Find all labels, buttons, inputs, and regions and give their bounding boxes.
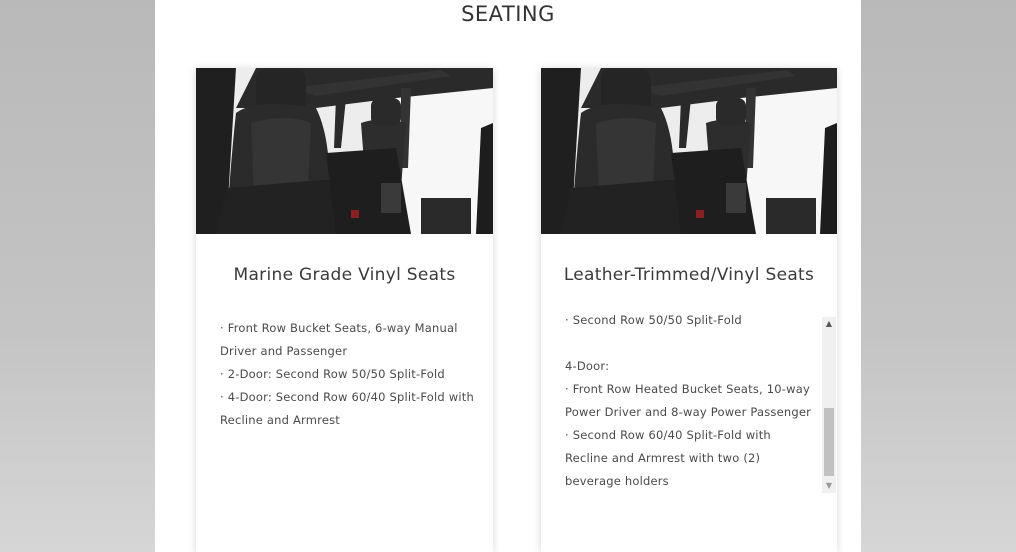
desc-line: · 2-Door: Second Row 50/50 Split-Fold [220, 367, 445, 381]
seat-card-marine-vinyl [196, 68, 493, 552]
seat-card-leather-vinyl [541, 68, 837, 552]
desc-line [565, 332, 811, 355]
desc-line: Driver and Passenger [220, 344, 348, 358]
seat-photo [196, 68, 493, 234]
section-heading: SEATING [461, 2, 555, 26]
card-title: Marine Grade Vinyl Seats [233, 265, 456, 285]
description-scroll-area[interactable] [565, 311, 820, 493]
desc-line: Power Driver and 8-way Power Passenger [565, 405, 812, 419]
scrollbar-thumb[interactable] [824, 408, 834, 476]
desc-line: · Front Row Bucket Seats, 6-way Manual [220, 321, 458, 335]
desc-line: Recline and Armrest [220, 413, 341, 427]
seating-panel [155, 0, 861, 552]
desc-line: 4-Door: [565, 359, 610, 373]
desc-line: · Front Row Heated Bucket Seats, 10-way [565, 382, 810, 396]
desc-line: beverage holders [565, 474, 669, 488]
card-description [220, 317, 474, 432]
seat-photo [541, 68, 837, 234]
vertical-scrollbar[interactable] [822, 317, 836, 493]
desc-line: · Second Row 60/40 Split-Fold with [565, 428, 771, 442]
card-title: Leather-Trimmed/Vinyl Seats [563, 265, 815, 285]
scroll-up-icon[interactable]: ▲ [825, 319, 833, 328]
desc-line: · 4-Door: Second Row 60/40 Split-Fold with [220, 390, 474, 404]
desc-line: Recline and Armrest with two (2) [565, 451, 761, 465]
scroll-down-icon[interactable]: ▼ [825, 481, 833, 490]
desc-line: · Second Row 50/50 Split-Fold [565, 313, 742, 327]
